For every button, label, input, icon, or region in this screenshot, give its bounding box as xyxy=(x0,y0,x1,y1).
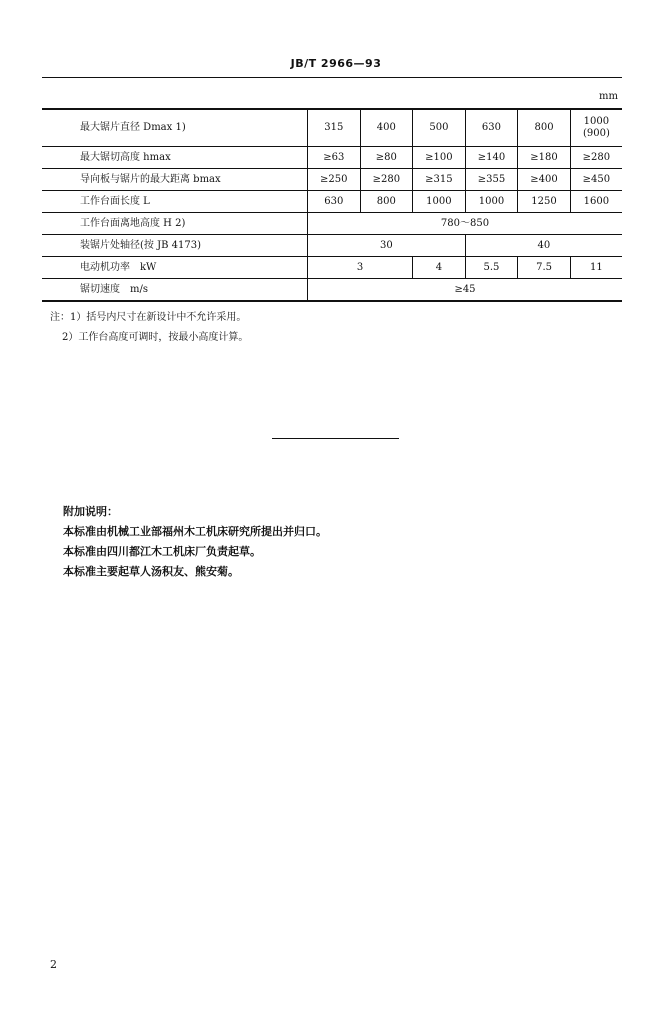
table-notes xyxy=(50,308,248,348)
page-number: 2 xyxy=(50,958,57,971)
appendix-line: 本标准由机械工业部福州木工机床研究所提出并归口。 xyxy=(63,525,327,538)
table-cell: ≥63 xyxy=(308,147,361,169)
spec-table xyxy=(42,108,622,302)
row-label: 装锯片处轴径(按 JB 4173) xyxy=(42,235,308,257)
table-cell: 30 xyxy=(308,235,466,257)
table-cell: 400 xyxy=(360,109,413,147)
appendix-title: 附加说明： xyxy=(63,505,118,518)
table-cell: ≥180 xyxy=(518,147,571,169)
table-row xyxy=(42,191,622,213)
table-cell: ≥355 xyxy=(465,169,518,191)
table-cell: ≥400 xyxy=(518,169,571,191)
table-cell: ≥250 xyxy=(308,169,361,191)
table-cell: ≥280 xyxy=(360,169,413,191)
row-label: 最大锯片直径 Dmax 1) xyxy=(42,109,308,147)
table-cell: 1000 (900) xyxy=(570,109,622,147)
row-label: 最大锯切高度 hmax xyxy=(42,147,308,169)
appendix xyxy=(63,502,327,582)
table-cell: 1000 xyxy=(465,191,518,213)
table-cell: ≥45 xyxy=(308,279,623,302)
table-cell: 315 xyxy=(308,109,361,147)
table-cell: ≥280 xyxy=(570,147,622,169)
section-divider xyxy=(272,438,399,439)
note-2: 2）工作台高度可调时，按最小高度计算。 xyxy=(62,332,249,343)
unit-label: mm xyxy=(599,91,618,102)
table-cell: 630 xyxy=(308,191,361,213)
table-row xyxy=(42,279,622,302)
row-label: 工作台面长度 L xyxy=(42,191,308,213)
header-rule xyxy=(42,77,622,78)
table-cell: ≥450 xyxy=(570,169,622,191)
table-cell: 1000 xyxy=(413,191,466,213)
row-label: 导向板与锯片的最大距离 bmax xyxy=(42,169,308,191)
document-number: JB/T 2966—93 xyxy=(290,57,382,70)
table-cell: 800 xyxy=(360,191,413,213)
table-cell: 4 xyxy=(413,257,466,279)
table-cell: ≥140 xyxy=(465,147,518,169)
row-label: 电动机功率 kW xyxy=(42,257,308,279)
table-row xyxy=(42,109,622,147)
table-row xyxy=(42,257,622,279)
row-label: 工作台面离地高度 H 2) xyxy=(42,213,308,235)
table-row xyxy=(42,169,622,191)
table-cell: 11 xyxy=(570,257,622,279)
row-label: 锯切速度 m/s xyxy=(42,279,308,302)
table-cell: 800 xyxy=(518,109,571,147)
table-cell: 40 xyxy=(465,235,622,257)
table-cell: 7.5 xyxy=(518,257,571,279)
table-row xyxy=(42,147,622,169)
table-cell: 1600 xyxy=(570,191,622,213)
table-cell: ≥80 xyxy=(360,147,413,169)
appendix-line: 本标准由四川都江木工机床厂负责起草。 xyxy=(63,545,261,558)
note-1: 注：1）括号内尺寸在新设计中不允许采用。 xyxy=(50,312,247,323)
table-cell: ≥100 xyxy=(413,147,466,169)
table-cell: 1250 xyxy=(518,191,571,213)
table-cell: 630 xyxy=(465,109,518,147)
table-cell: 3 xyxy=(308,257,413,279)
table-row xyxy=(42,213,622,235)
table-row xyxy=(42,235,622,257)
table-cell: ≥315 xyxy=(413,169,466,191)
appendix-line: 本标准主要起草人汤积友、熊安菊。 xyxy=(63,565,239,578)
table-cell: 500 xyxy=(413,109,466,147)
table-cell: 5.5 xyxy=(465,257,518,279)
table-cell: 780～850 xyxy=(308,213,623,235)
